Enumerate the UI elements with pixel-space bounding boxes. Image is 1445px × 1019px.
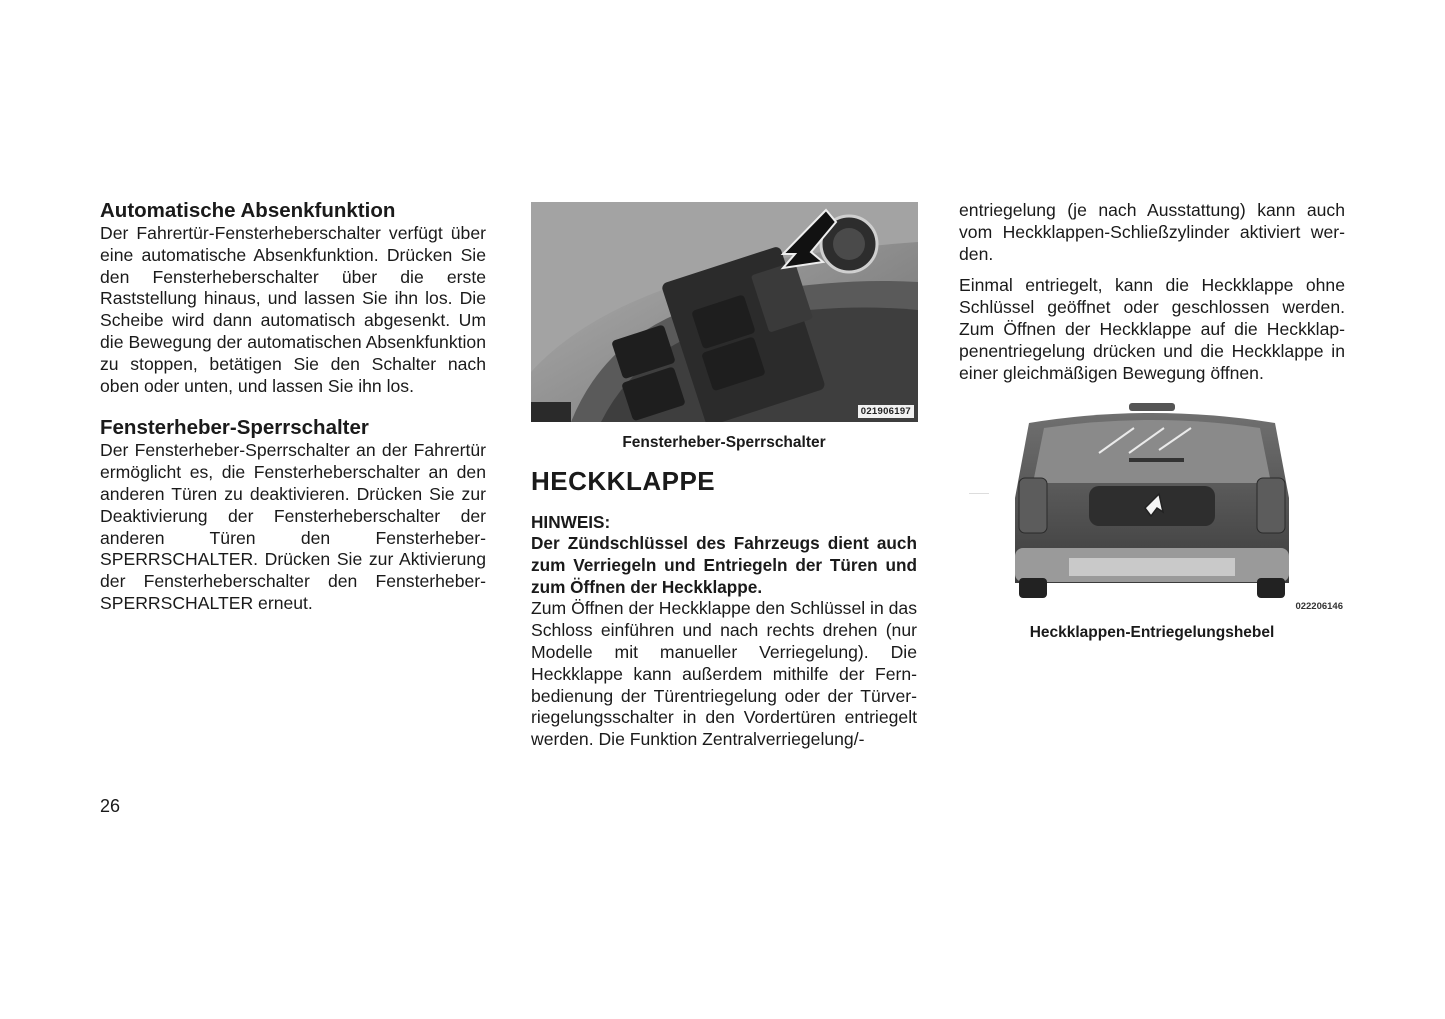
heading-auto-down: Automatische Absenkfunktion: [100, 199, 396, 222]
paragraph-tailgate: Zum Öffnen der Heckklappe den Schlüssel in das Schloss einführen und nach rechts drehen (nur Modelle mit manueller Verriegelung). Die Heckklappe kann außerdem mithilfe der Fernbedienung der Türentriegelung oder der Türverriegelungsschalter in den Vordertüren entriegelt werden. Die Funktion Zentralverriegelung/-: [531, 598, 917, 750]
window-lock-switch-figure: [531, 202, 918, 422]
paragraph-window-lock: Der Fensterheber-Sperrschalter an der Fahrertür ermöglicht es, die Fensterheberschalter an den anderen Türen zu deaktivieren. Drücken Sie zur Deaktivierung der Fensterheberschalter der anderen Türen den Fensterheber-SPERRSCHALTER. Drücken Sie zur Aktivierung der Fensterheberschalter den Fensterheber-SPERRSCHALTER erneut.: [100, 440, 486, 613]
figure-code: 021906197: [858, 405, 914, 418]
note-text: Der Zündschlüssel des Fahrzeugs dient auch zum Verriegeln und Entriegeln der Türen und zum Öffnen der Heckklappe.: [531, 533, 917, 597]
right-column: [959, 200, 1345, 642]
heading-window-lock: Fensterheber-Sperrschalter: [100, 416, 369, 440]
paragraph-unlocked: Einmal entriegelt, kann die Heckklappe ohne Schlüssel geöffnet oder geschlossen werden. Zum Öffnen der Heckklappe auf die Heckklappenentriegelung drücken und die Heckklappe in einer gleichmäßigen Bewegung öffnen.: [959, 275, 1345, 383]
section-title: HECKKLAPPE: [531, 466, 716, 496]
tailgate-release-figure: [959, 398, 1345, 618]
note-label: HINWEIS:: [531, 512, 611, 532]
car-rear-illustration: [959, 398, 1345, 618]
figure-caption: Fensterheber-Sperrschalter: [622, 434, 826, 451]
figure-code-car: 022206146: [1295, 601, 1343, 613]
paragraph-continued: entriegelung (je nach Ausstattung) kann auch vom Heckklappen-Schließzylinder aktiviert werden.: [959, 200, 1345, 264]
middle-column: [531, 202, 917, 751]
figure-caption-car: Heckklappen-Entriegelungshebel: [1029, 624, 1275, 642]
door-panel-illustration: [531, 202, 918, 422]
left-column: [100, 198, 486, 615]
page-number: 26: [100, 796, 121, 816]
paragraph-auto-down: Der Fahrertür-Fensterheberschalter verfügt über eine automatische Absenkfunktion. Drücken Sie den Fensterheberschalter über die erste Raststellung hinaus, und lassen Sie ihn los. Die Scheibe wird dann automatisch abgesenkt. Um die Bewegung der automatischen Absenkfunktion zu stoppen, betätigen Sie den Schalter nach oben oder unten, und lassen Sie ihn los.: [100, 223, 486, 396]
